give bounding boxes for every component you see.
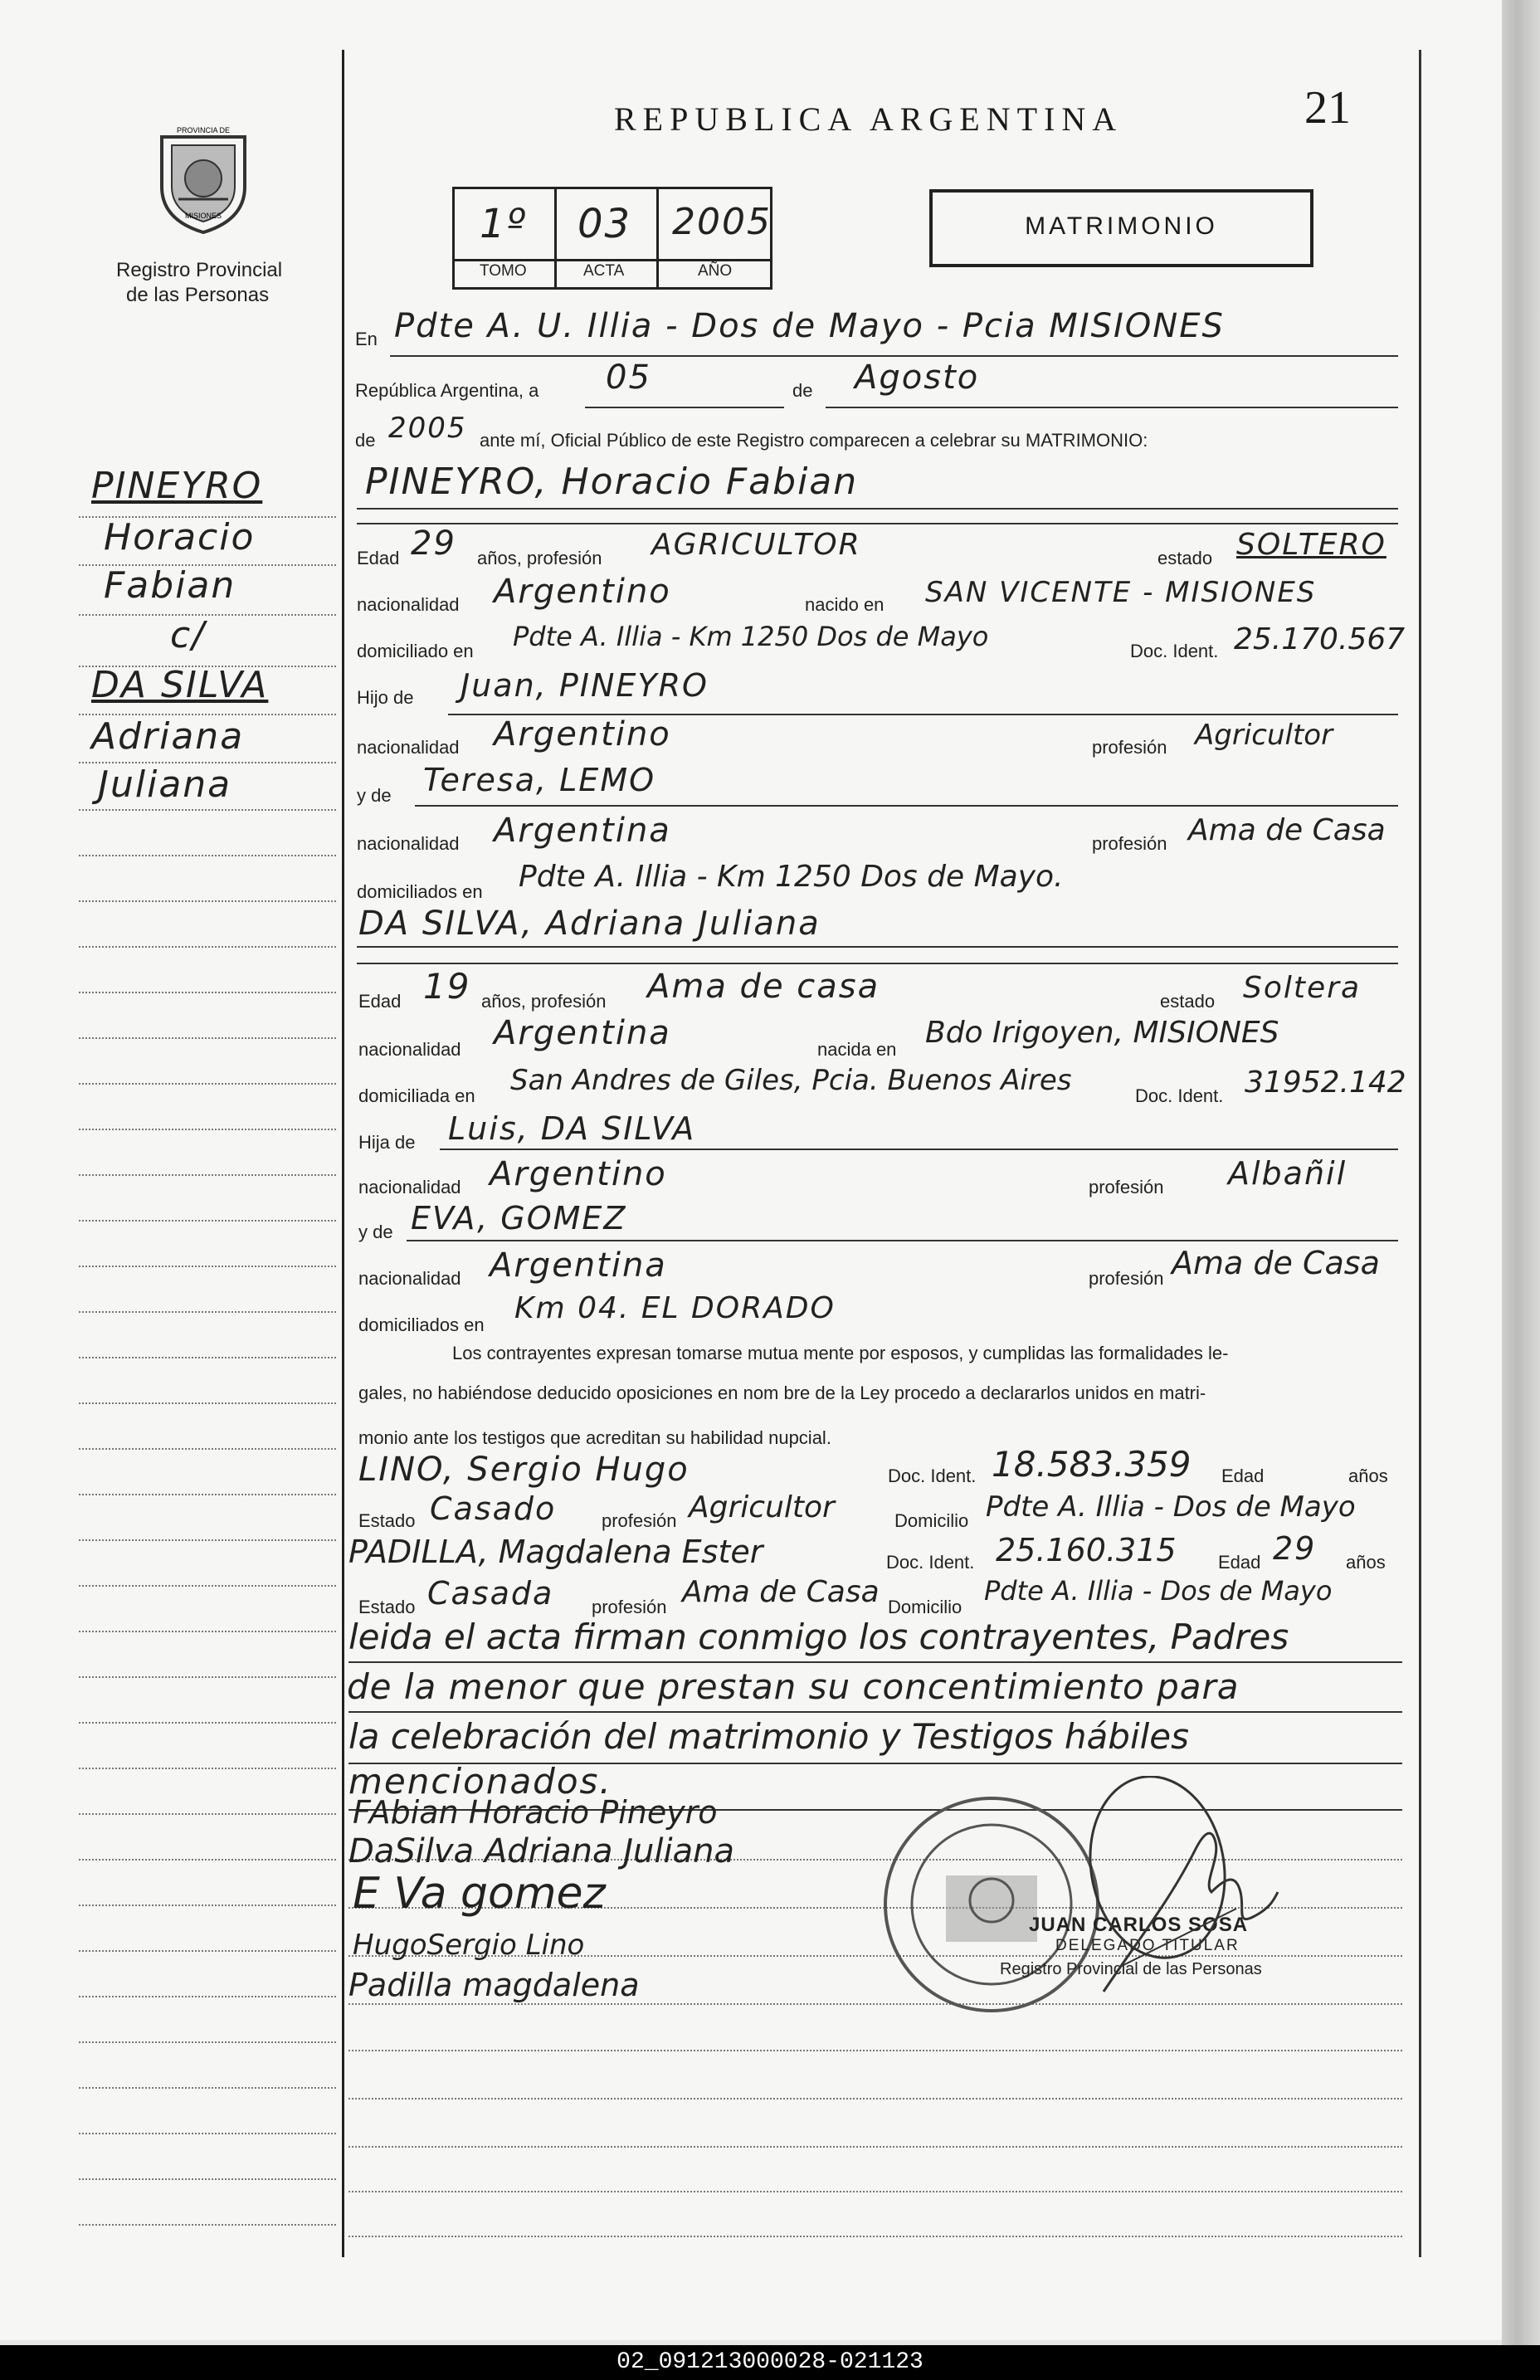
witness-1-dom-label: Domicilio [894, 1510, 969, 1531]
year-de-label: de [355, 430, 376, 451]
anio-label: AÑO [698, 262, 733, 280]
month-value: Agosto [855, 358, 980, 397]
bride-parents-address: Km 04. EL DORADO [514, 1291, 836, 1325]
record-type-box [929, 189, 1313, 267]
day-value: 05 [606, 358, 651, 397]
bride-father-nationality: Argentino [490, 1155, 667, 1193]
margin-line-1: PINEYRO [91, 465, 263, 507]
witness-1-edad-label: Edad [1221, 1466, 1265, 1486]
groom-address: Pdte A. Illia - Km 1250 Dos de Mayo [513, 621, 989, 652]
republica-label: República Argentina, a [355, 380, 539, 401]
bride-mother-profession: Ama de Casa [1172, 1245, 1380, 1281]
groom-nacionalidad-label: nacionalidad [357, 594, 460, 615]
official-office: Registro Provincial de las Personas [1000, 1960, 1262, 1978]
year-value: 2005 [388, 412, 467, 445]
emblem-text-top: PROVINCIA DE [176, 126, 231, 134]
declaration-line-2: gales, no habiéndose deducido oposiciones en nom bre de la Ley procedo a declararlos unidos en matri- [358, 1383, 1206, 1403]
bride-hija-label: Hija de [358, 1132, 416, 1153]
witness-2-estado-label: Estado [358, 1597, 416, 1617]
witness-2-doc-label: Doc. Ident. [886, 1552, 975, 1573]
bride-mother-nationality: Argentina [490, 1246, 667, 1285]
bride-name: DA SILVA, Adriana Juliana [358, 905, 821, 943]
official-title: DELEGADO TITULAR [1055, 1937, 1240, 1954]
groom-name: PINEYRO, Horacio Fabian [365, 461, 859, 503]
margin-line-2: Horacio [104, 516, 256, 558]
witness-2-name: PADILLA, Magdalena Ester [348, 1534, 763, 1570]
bride-profesion-label: años, profesión [481, 991, 607, 1012]
groom-father-prof-label: profesión [1092, 737, 1167, 758]
bride-yde-label: y de [358, 1222, 393, 1242]
witness-2-profession: Ama de Casa [682, 1575, 880, 1609]
scan-footer-id: 02_091213000028-021123 [0, 2345, 1540, 2380]
witness-2-doc: 25.160.315 [996, 1532, 1177, 1568]
groom-father: Juan, PINEYRO [461, 667, 709, 704]
bride-age: 19 [423, 966, 471, 1007]
groom-profesion-label: años, profesión [477, 548, 602, 568]
witness-1-anios-label: años [1348, 1466, 1388, 1486]
official-name: JUAN CARLOS SOSA [1029, 1914, 1249, 1936]
bride-doc: 31952.142 [1245, 1066, 1406, 1100]
groom-father-nationality: Argentino [494, 715, 671, 754]
groom-yde-label: y de [357, 785, 392, 806]
acta-label: ACTA [583, 262, 625, 280]
margin-line-5: DA SILVA [91, 664, 269, 706]
closing-line-4: mencionados. [348, 1761, 612, 1802]
declaration-line-3: monio ante los testigos que acreditan su habilidad nupcial. [358, 1427, 831, 1448]
groom-mother-profession: Ama de Casa [1188, 813, 1386, 847]
bride-mother: EVA, GOMEZ [411, 1200, 627, 1236]
groom-profession: AGRICULTOR [651, 528, 861, 562]
signature-witness-2: Padilla magdalena [348, 1967, 640, 2003]
signature-witness-1: HugoSergio Lino [353, 1929, 585, 1962]
right-rule [1419, 50, 1421, 2257]
closing-line-1: leida el acta firman conmigo los contrayentes, Padres [348, 1617, 1289, 1657]
anio-value: 2005 [672, 201, 772, 243]
signature-groom: FAbian Horacio Pineyro [353, 1794, 718, 1831]
signature-bride: DaSilva Adriana Juliana [348, 1832, 734, 1870]
margin-line-6: Adriana [91, 715, 245, 758]
witness-1-status: Casado [430, 1490, 557, 1527]
groom-mother-prof-label: profesión [1092, 833, 1167, 854]
margin-line-7: Juliana [98, 763, 232, 806]
groom-nacido-label: nacido en [805, 594, 885, 615]
bride-profession: Ama de casa [647, 968, 880, 1006]
groom-parents-address: Pdte A. Illia - Km 1250 Dos de Mayo. [519, 860, 1064, 894]
bride-father-nat-label: nacionalidad [358, 1177, 461, 1197]
tomo-value: 1º [480, 201, 528, 247]
witness-1-doc-label: Doc. Ident. [888, 1466, 977, 1486]
acta-value: 03 [578, 201, 632, 247]
bride-nacionalidad-label: nacionalidad [358, 1039, 461, 1060]
groom-civil-status: SOLTERO [1236, 528, 1386, 562]
groom-parents-dom-label: domiciliados en [357, 881, 483, 902]
closing-line-2: de la menor que prestan su concentimiento para [347, 1666, 1240, 1707]
intro-statement: ante mí, Oficial Público de este Registro comparecen a celebrar su MATRIMONIO: [480, 430, 1148, 451]
place-value: Pdte A. U. Illia - Dos de Mayo - Pcia MISIONES [394, 307, 1225, 345]
groom-birthplace: SAN VICENTE - MISIONES [925, 576, 1317, 609]
witness-1-address: Pdte A. Illia - Dos de Mayo [986, 1490, 1356, 1524]
witness-1-estado-label: Estado [358, 1510, 416, 1531]
groom-mother: Teresa, LEMO [423, 762, 656, 798]
bride-father: Luis, DA SILVA [448, 1110, 696, 1147]
official-signature [1070, 1776, 1286, 2025]
page-edge-shadow [1502, 0, 1540, 2380]
witness-2-edad-label: Edad [1218, 1552, 1261, 1573]
witness-1-prof-label: profesión [602, 1510, 677, 1531]
groom-doc: 25.170.567 [1234, 622, 1406, 656]
witness-2-anios-label: años [1346, 1552, 1386, 1573]
month-de-label: de [792, 380, 813, 401]
emblem-text-bottom: MISIONES [184, 212, 222, 220]
witness-2-prof-label: profesión [592, 1597, 667, 1617]
witness-1-doc: 18.583.359 [992, 1444, 1192, 1485]
witness-1-name: LINO, Sergio Hugo [358, 1451, 690, 1489]
record-reference-box [452, 187, 772, 290]
bride-doc-label: Doc. Ident. [1135, 1085, 1224, 1106]
provincial-emblem [154, 120, 253, 237]
groom-edad-label: Edad [357, 548, 400, 568]
declaration-line-1: Los contrayentes expresan tomarse mutua mente por esposos, y cumplidas las formalidades le- [452, 1343, 1229, 1363]
groom-father-nat-label: nacionalidad [357, 737, 460, 758]
bride-parents-dom-label: domiciliados en [358, 1314, 485, 1335]
bride-birthplace: Bdo Irigoyen, MISIONES [925, 1016, 1279, 1050]
closing-line-3: la celebración del matrimonio y Testigos hábiles [348, 1716, 1190, 1757]
groom-mother-nat-label: nacionalidad [357, 833, 460, 854]
witness-1-profession: Agricultor [689, 1490, 835, 1524]
bride-domiciliada-label: domiciliada en [358, 1085, 475, 1106]
bride-civil-status: Soltera [1243, 971, 1362, 1005]
bride-nacida-label: nacida en [817, 1039, 897, 1060]
witness-2-address: Pdte A. Illia - Dos de Mayo [984, 1575, 1333, 1607]
en-label: En [355, 329, 378, 349]
tomo-label: TOMO [480, 262, 527, 280]
page-number: 21 [1304, 82, 1351, 134]
groom-doc-label: Doc. Ident. [1130, 641, 1219, 661]
groom-father-profession: Agricultor [1195, 719, 1333, 752]
bride-edad-label: Edad [358, 991, 402, 1012]
registry-name-line2: de las Personas [126, 284, 270, 306]
margin-line-3: Fabian [104, 564, 236, 607]
witness-2-age: 29 [1273, 1530, 1317, 1567]
bride-mother-prof-label: profesión [1089, 1268, 1164, 1289]
groom-domiciliado-label: domiciliado en [357, 641, 474, 661]
groom-estado-label: estado [1157, 548, 1213, 568]
groom-hijo-label: Hijo de [357, 687, 414, 708]
groom-nationality: Argentino [494, 573, 671, 611]
bride-nationality: Argentina [494, 1014, 671, 1052]
record-type-label: MATRIMONIO [1025, 212, 1218, 240]
bride-mother-nat-label: nacionalidad [358, 1268, 461, 1289]
country-title: REPUBLICA ARGENTINA [614, 100, 1123, 138]
registry-name-line1: Registro Provincial [116, 259, 283, 281]
witness-2-status: Casada [427, 1575, 554, 1612]
groom-age: 29 [411, 524, 456, 563]
margin-rule [342, 50, 344, 2257]
bride-estado-label: estado [1160, 991, 1216, 1012]
bride-address: San Andres de Giles, Pcia. Buenos Aires [510, 1064, 1072, 1097]
bride-father-profession: Albañil [1228, 1155, 1348, 1192]
witness-2-dom-label: Domicilio [888, 1597, 962, 1617]
margin-line-4: c/ [170, 614, 207, 656]
bride-father-prof-label: profesión [1089, 1177, 1164, 1197]
signature-bride-mother: E Va gomez [353, 1869, 606, 1919]
groom-mother-nationality: Argentina [494, 812, 671, 850]
